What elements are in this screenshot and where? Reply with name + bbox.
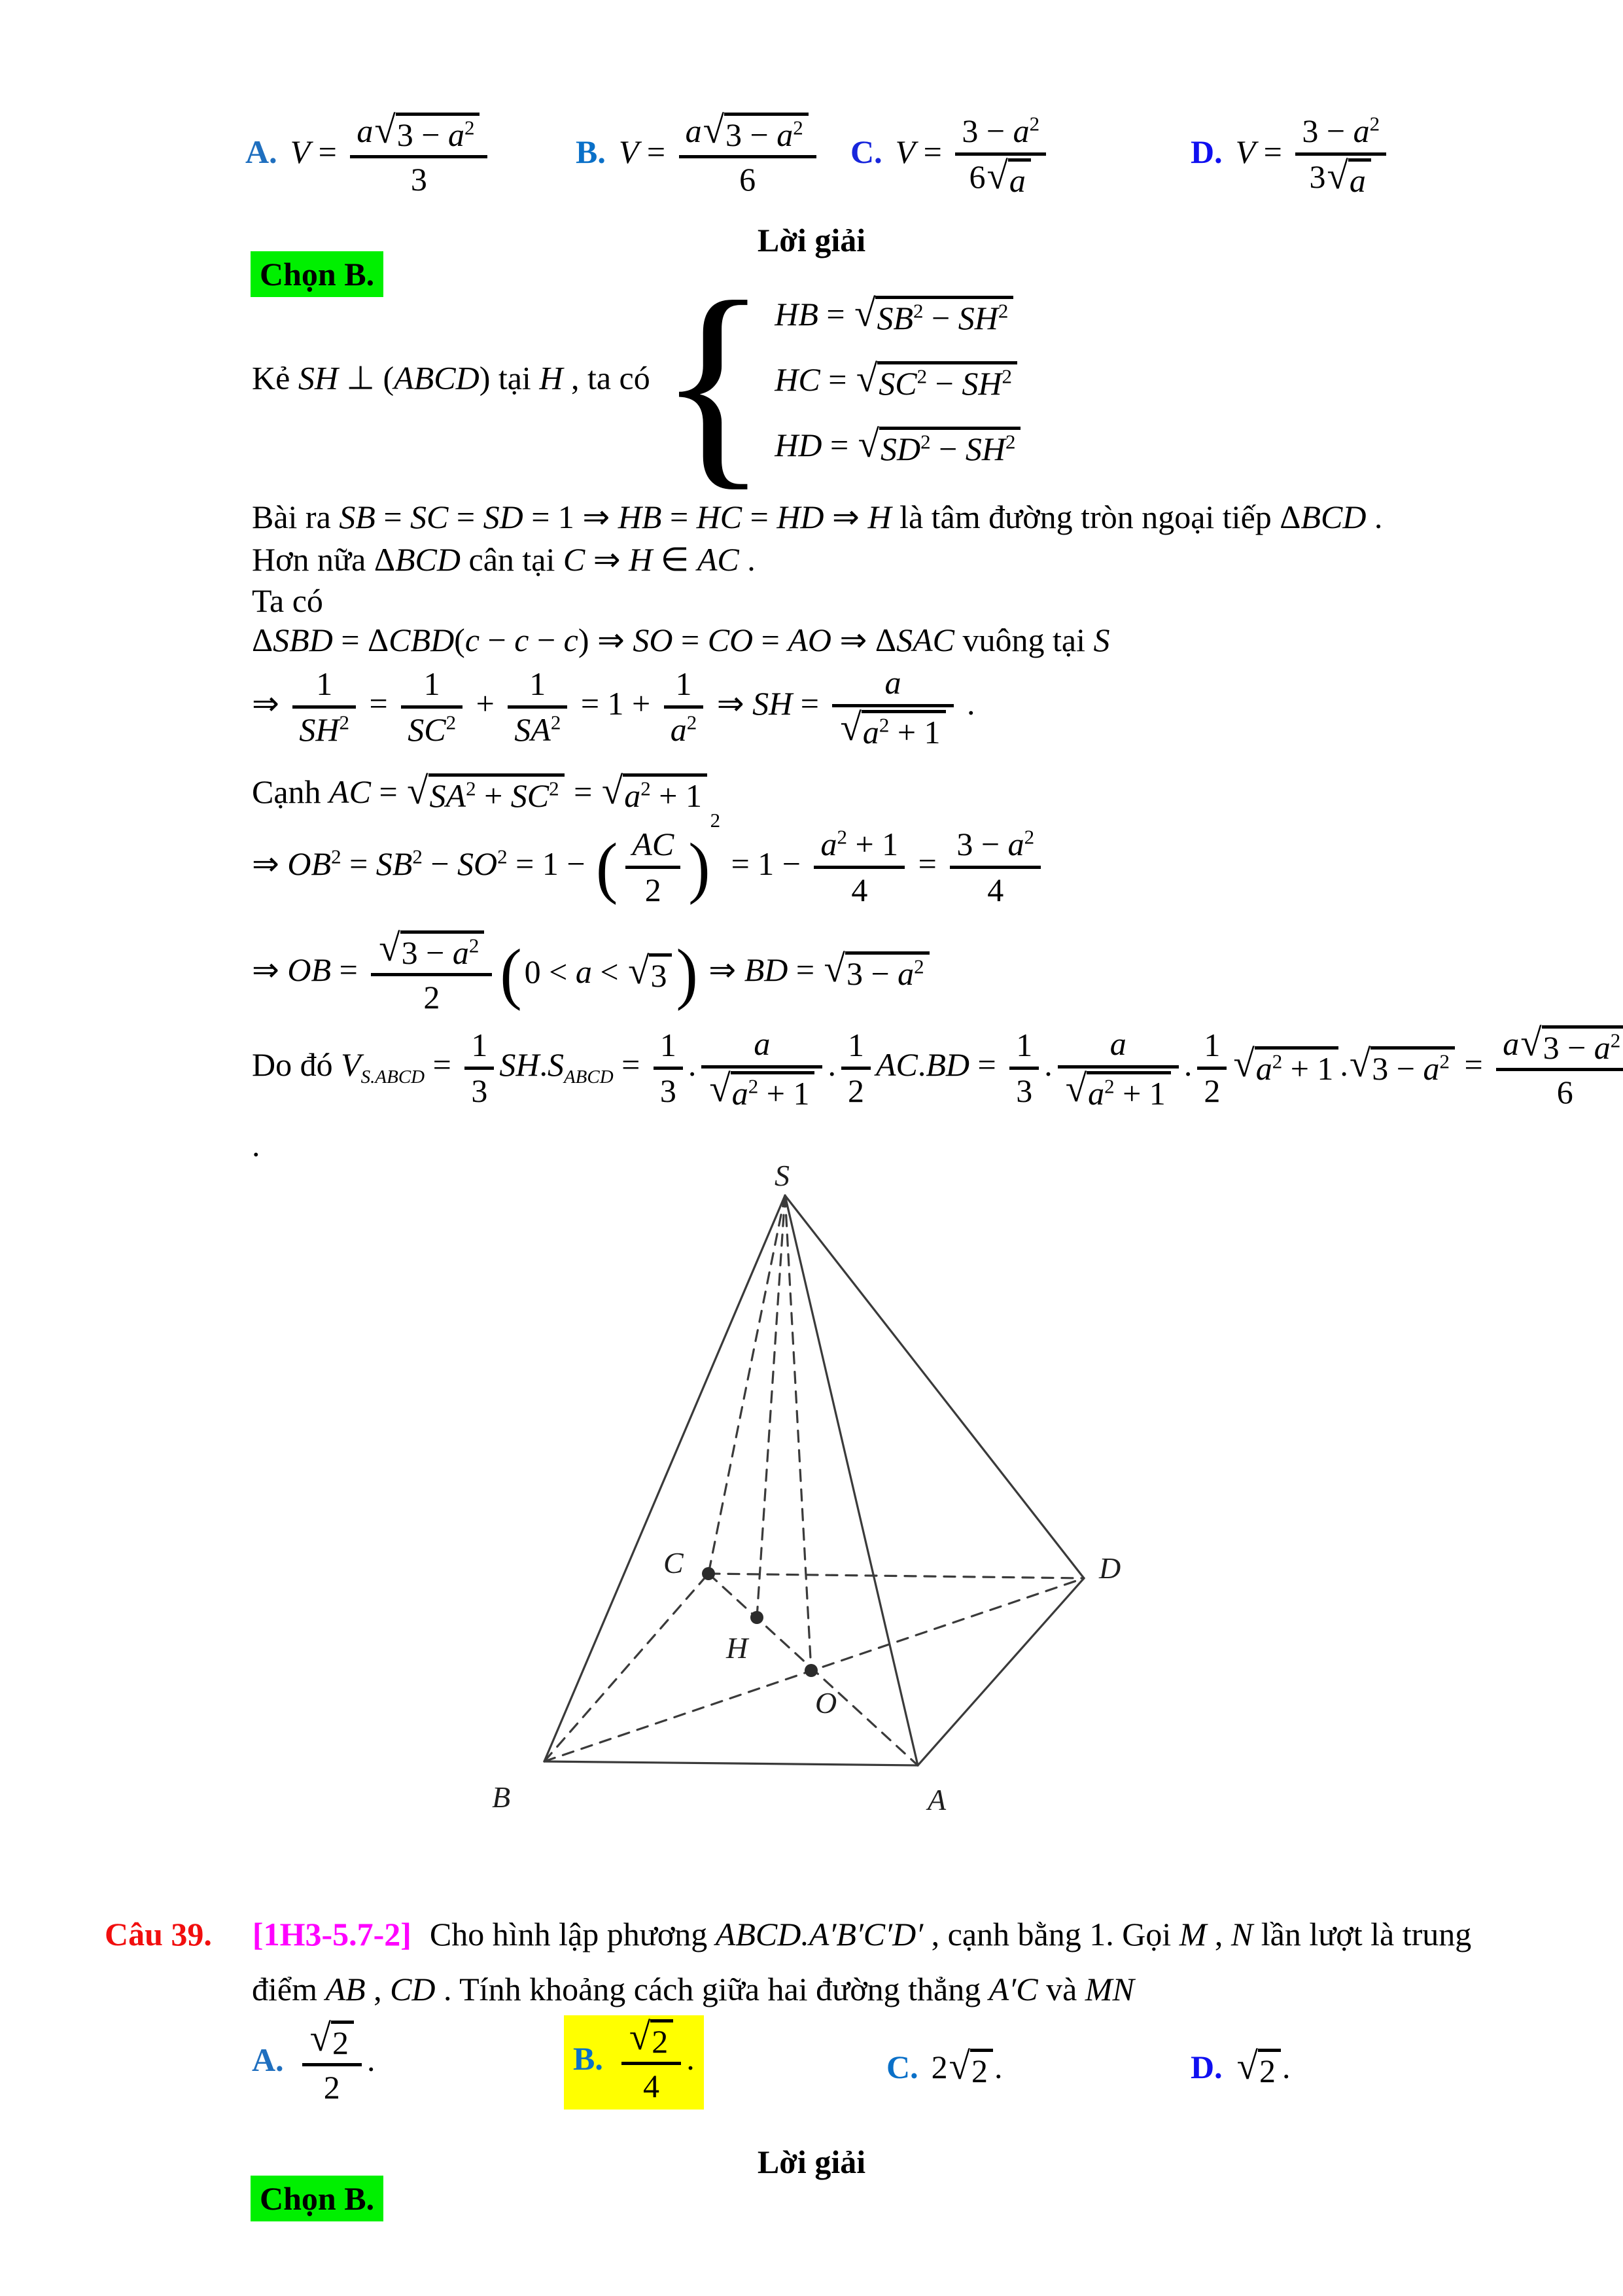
q39-loi-giai-heading: Lời giải — [757, 2144, 866, 2180]
q38-option-b — [576, 108, 822, 199]
pyramid-figure — [458, 1152, 1145, 1845]
solution-line-hon-nua: Hơn nữa ΔBCD cân tại C ⇒ H ∈ AC . — [252, 541, 756, 578]
svg-text:S: S — [775, 1159, 790, 1192]
q38-chon-b-highlight: Chọn B. — [251, 251, 383, 297]
q38-option-d — [1191, 113, 1391, 199]
q39-option-d-formula: √2 . — [1236, 2044, 1291, 2089]
svg-text:C: C — [663, 1546, 684, 1580]
q39-option-b — [564, 2015, 704, 2110]
q38-option-c — [850, 113, 1051, 199]
solution-line-ta-co: Ta có — [252, 582, 323, 619]
q38-option-a — [245, 108, 493, 199]
q39-chon-b-highlight: Chọn B. — [251, 2176, 383, 2221]
q38-loi-giai-heading: Lời giải — [757, 222, 866, 258]
svg-text:D: D — [1099, 1551, 1121, 1585]
q38-chosen-answer — [251, 251, 383, 297]
q39-statement-line1 — [105, 1916, 1471, 1954]
svg-text:H: H — [726, 1631, 748, 1665]
q38-option-b-formula: V = $\frac{a√3 - a^2}{6}$ — [619, 133, 822, 170]
q39-option-a-letter: A. — [252, 2041, 284, 2079]
svg-text:B: B — [492, 1780, 511, 1814]
q38-option-c-letter: C. — [850, 133, 882, 171]
solution-line-bai-ra: Bài ra SB = SC = SD = 1 ⇒ HB = HC = HD ⇒ H là tâm đường tròn ngoại tiếp ΔBCD . — [252, 499, 1383, 535]
q39-option-c — [886, 2044, 1003, 2089]
q39-option-d-letter: D. — [1191, 2049, 1223, 2085]
solution-line-volume: Do đó $V_{S.ABCD}$ = $\frac{1}{3}$ $SH.S_{ABCD}$ = $\frac{1}{3}$ . $\frac{a}{√a^2 + 1}$ . $\frac{1}{2}$ AC.BD = $\frac{1}{3}$ . $\frac{a}{√a^2 + 1}$ . $\frac{1}{2}$ $√a^2 + 1$ $.√3 - a^2$ = $\frac{a√3 - a^2}{6}$ — [252, 1025, 1623, 1112]
q38-option-a-letter: A. — [245, 133, 277, 171]
q39-option-a-formula: $\frac{√2}{2}$ . — [297, 2041, 375, 2078]
solution-line-ob: ⇒ OB = $\frac{√3 - a^2}{2}$ ( 0 < a < √3 ) ⇒ BD = $√3 - a^2$ — [252, 930, 931, 1017]
q39-number: Câu 39. — [105, 1916, 212, 1952]
q38-option-d-letter: D. — [1191, 133, 1223, 171]
q39-option-b-formula: $\frac{√2}{4}$ . — [616, 2040, 695, 2077]
q39-text-line1: Cho hình lập phương ABCD.A′B′C′D′ , cạnh bằng 1. Gọi M , N lần lượt là trung — [429, 1916, 1472, 1952]
q39-tag: [1H3-5.7-2] — [252, 1916, 411, 1952]
q38-option-d-formula: V = $\frac{3 - a^2}{3√a}$ — [1236, 133, 1391, 170]
q39-option-c-formula: 2√2 . — [931, 2044, 1003, 2089]
q39-option-b-letter: B. — [573, 2040, 603, 2077]
q39-option-a — [252, 2016, 375, 2107]
svg-text:O: O — [815, 1686, 837, 1720]
solution-line-sbd: ΔSBD = ΔCBD(c − c − c) ⇒ SO = CO = AO ⇒ ΔSAC vuông tại S — [252, 622, 1110, 658]
q38-option-c-formula: V = $\frac{3 - a^2}{6√a}$ — [896, 133, 1051, 170]
q38-option-a-formula: V = $\frac{a√3 - a^2}{3}$ — [290, 133, 493, 170]
solution-line-ke: Kẻ SH ⊥ (ABCD) tại H , ta có { HB = $√SB^2 - SH^2$ HC = $√SC^2 - SH^2$ HD = $√SD^2 - SH^2$ — [252, 296, 1022, 467]
q38-option-b-letter: B. — [576, 133, 606, 171]
solution-line-ob2: ⇒ $OB^2 = SB^2 - SO^2 = 1$ − ( $\frac{AC}{2}$ ) 2 = 1 − $\frac{a^2 + 1}{4}$ = $\frac{3 - a^2}{4}$ — [252, 826, 1046, 909]
q39-statement-line2: điểm AB , CD . Tính khoảng cách giữa hai đường thẳng A′C và MN — [252, 1971, 1134, 2007]
q39-option-d — [1191, 2044, 1291, 2089]
solution-line-canh: Cạnh AC = $√SA^2 + SC^2 = √a^2 + 1$ — [252, 773, 708, 814]
q39-option-c-letter: C. — [886, 2049, 918, 2085]
q39-chosen-answer — [251, 2176, 383, 2221]
solution-line-period: . — [252, 1127, 260, 1163]
q39-option-b-highlight — [564, 2015, 704, 2110]
solution-line-sh: ⇒ $\frac{1}{SH^2}$ = $\frac{1}{SC^2}$ + $\frac{1}{SA^2}$ = 1 + $\frac{1}{a^2}$ ⇒ SH = $\frac{a}{√a^2 + 1}$ . — [252, 664, 975, 751]
svg-text:A: A — [928, 1783, 947, 1816]
